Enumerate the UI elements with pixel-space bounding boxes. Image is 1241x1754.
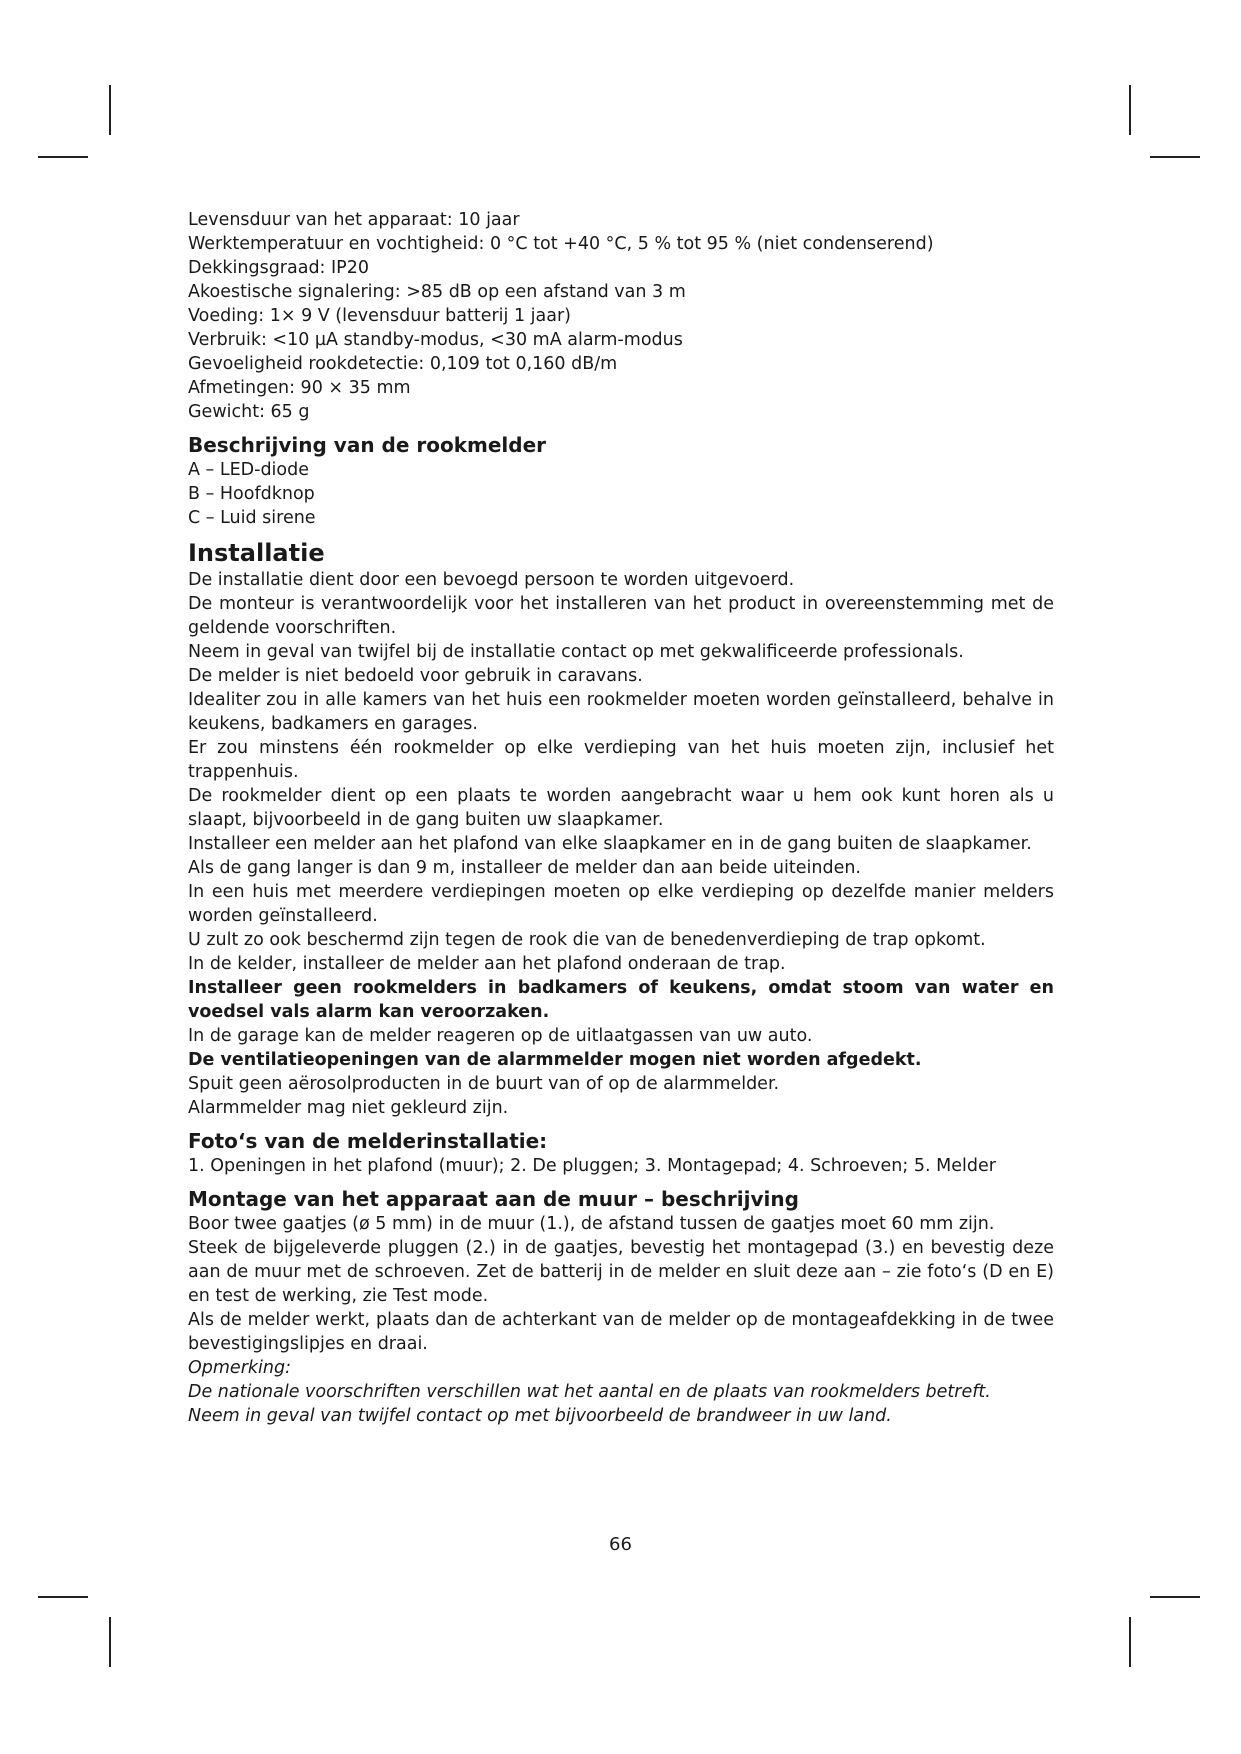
mounting-paragraph: Boor twee gaatjes (ø 5 mm) in de muur (1.), de afstand tussen de gaatjes moet 60 mm zijn. xyxy=(188,1214,995,1234)
installation-paragraph: In een huis met meerdere verdiepingen moeten op elke verdieping op dezelfde manier melders worden geïnstalleerd. xyxy=(188,882,1054,926)
page-content xyxy=(188,208,1054,1428)
mounting-paragraph: Steek de bijgeleverde pluggen (2.) in de gaatjes, bevestig het montagepad (3.) en bevestig deze aan de muur met de schroeven. Zet de batterij in de melder en sluit deze aan – zie foto‘s (D en E) en test de werking, zie Test mode. xyxy=(188,1238,1054,1306)
photos-heading: Foto‘s van de melderinstallatie: xyxy=(188,1129,548,1153)
specs-list xyxy=(188,208,1054,424)
spec-temperature: Werktemperatuur en vochtigheid: 0 °C tot +40 °C, 5 % tot 95 % (niet condenserend) xyxy=(188,234,934,254)
note-line: De nationale voorschriften verschillen wat het aantal en de plaats van rookmelders betreft. xyxy=(188,1382,991,1402)
installation-paragraph: U zult zo ook beschermd zijn tegen de rook die van de benedenverdieping de trap opkomt. xyxy=(188,930,986,950)
installation-paragraph: De monteur is verantwoordelijk voor het installeren van het product in overeenstemming met de geldende voorschriften. xyxy=(188,594,1054,638)
crop-mark xyxy=(1150,156,1200,158)
photos-text: 1. Openingen in het plafond (muur); 2. De pluggen; 3. Montagepad; 4. Schroeven; 5. Melder xyxy=(188,1156,996,1176)
crop-mark xyxy=(38,1596,88,1598)
installation-paragraph: In de kelder, installeer de melder aan het plafond onderaan de trap. xyxy=(188,954,786,974)
warning-bathroom: Installeer geen rookmelders in badkamers of keukens, omdat stoom van water en voedsel vals alarm kan veroorzaken. xyxy=(188,978,1054,1022)
installation-paint: Alarmmelder mag niet gekleurd zijn. xyxy=(188,1098,509,1118)
spec-consumption: Verbruik: <10 µA standby-modus, <30 mA alarm-modus xyxy=(188,330,683,350)
installation-paragraph: De melder is niet bedoeld voor gebruik in caravans. xyxy=(188,666,643,686)
crop-mark xyxy=(109,1617,111,1667)
page-number: 66 xyxy=(609,1534,632,1555)
crop-mark xyxy=(1129,1617,1131,1667)
spec-power: Voeding: 1× 9 V (levensduur batterij 1 jaar) xyxy=(188,306,571,326)
note-line: Neem in geval van twijfel contact op met bijvoorbeeld de brandweer in uw land. xyxy=(188,1406,892,1426)
crop-mark xyxy=(38,156,88,158)
installation-paragraph: Als de gang langer is dan 9 m, installeer de melder dan aan beide uiteinden. xyxy=(188,858,861,878)
description-item: A – LED-diode xyxy=(188,460,309,480)
installation-heading: Installatie xyxy=(188,539,325,567)
description-item: C – Luid sirene xyxy=(188,508,316,528)
warning-vents: De ventilatieopeningen van de alarmmelder mogen niet worden afgedekt. xyxy=(188,1050,922,1070)
installation-paragraph: De rookmelder dient op een plaats te worden aangebracht waar u hem ook kunt horen als u slaapt, bijvoorbeeld in de gang buiten uw slaapkamer. xyxy=(188,786,1054,830)
spec-protection: Dekkingsgraad: IP20 xyxy=(188,258,369,278)
installation-paragraph: Idealiter zou in alle kamers van het huis een rookmelder moeten worden geïnstalleerd, behalve in keukens, badkamers en garages. xyxy=(188,690,1054,734)
installation-garage: In de garage kan de melder reageren op de uitlaatgassen van uw auto. xyxy=(188,1026,813,1046)
description-list xyxy=(188,458,1054,530)
installation-paragraph: De installatie dient door een bevoegd persoon te worden uitgevoerd. xyxy=(188,570,795,590)
spec-weight: Gewicht: 65 g xyxy=(188,402,310,422)
spec-dimensions: Afmetingen: 90 × 35 mm xyxy=(188,378,411,398)
description-heading: Beschrijving van de rookmelder xyxy=(188,433,547,457)
mounting-heading: Montage van het apparaat aan de muur – beschrijving xyxy=(188,1187,799,1211)
spec-sensitivity: Gevoeligheid rookdetectie: 0,109 tot 0,160 dB/m xyxy=(188,354,618,374)
crop-mark xyxy=(109,85,111,135)
spec-acoustic: Akoestische signalering: >85 dB op een afstand van 3 m xyxy=(188,282,686,302)
mounting-paragraph: Als de melder werkt, plaats dan de achterkant van de melder op de montageafdekking in de twee bevestigingslipjes en draai. xyxy=(188,1310,1054,1354)
crop-mark xyxy=(1150,1596,1200,1598)
crop-mark xyxy=(1129,85,1131,135)
installation-paragraph: Neem in geval van twijfel bij de installatie contact op met gekwalificeerde professionals. xyxy=(188,642,964,662)
description-item: B – Hoofdknop xyxy=(188,484,315,504)
installation-paragraph: Er zou minstens één rookmelder op elke verdieping van het huis moeten zijn, inclusief het trappenhuis. xyxy=(188,738,1054,782)
spec-lifetime: Levensduur van het apparaat: 10 jaar xyxy=(188,210,520,230)
installation-paragraph: Installeer een melder aan het plafond van elke slaapkamer en in de gang buiten de slaapkamer. xyxy=(188,834,1032,854)
installation-aerosol: Spuit geen aërosolproducten in de buurt van of op de alarmmelder. xyxy=(188,1074,780,1094)
note-label: Opmerking: xyxy=(188,1358,291,1378)
